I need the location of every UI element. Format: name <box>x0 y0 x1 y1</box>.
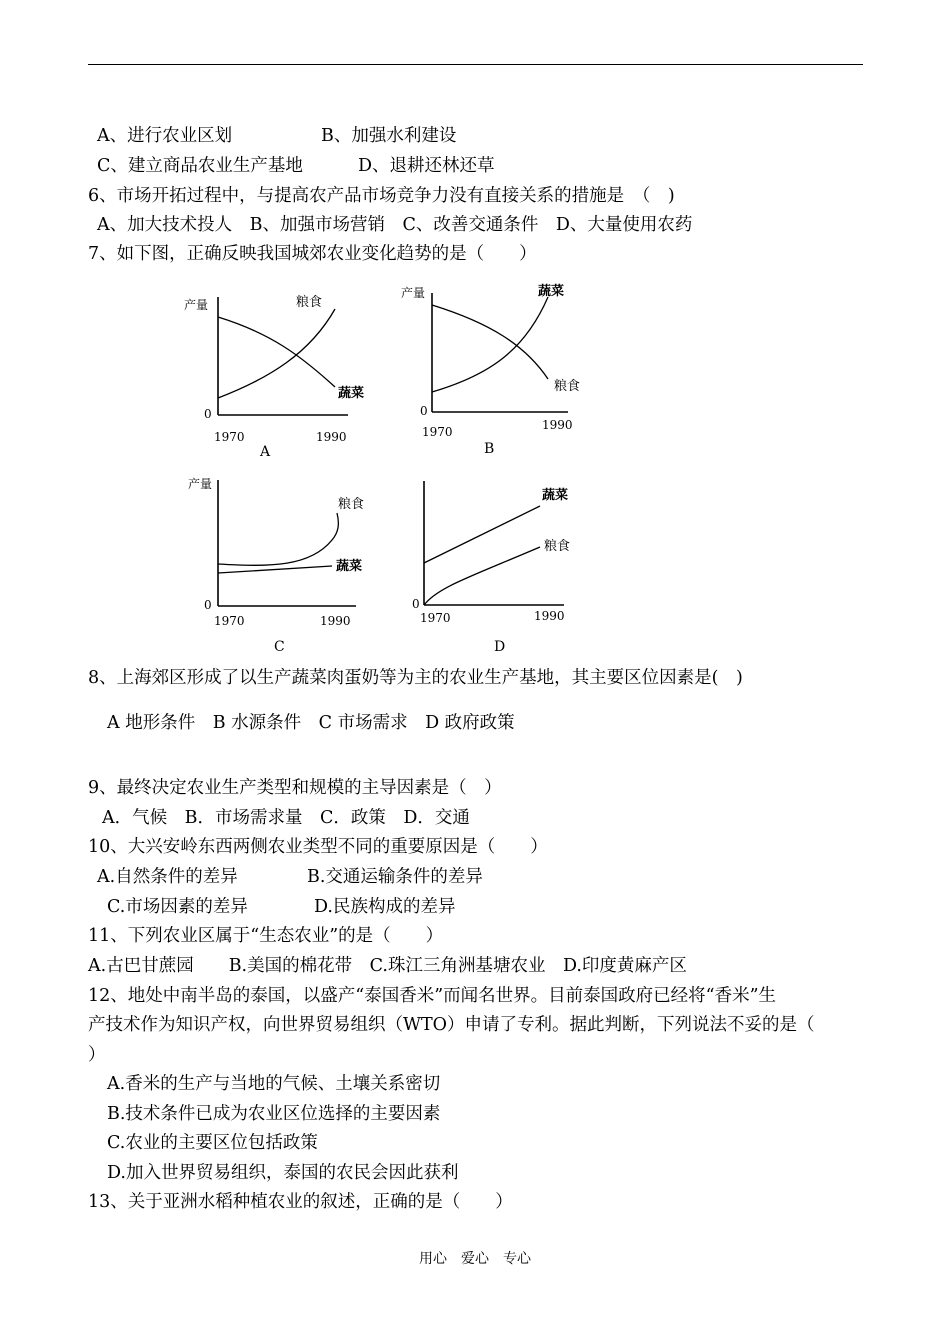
graph-a-vegetable-label: 蔬菜 <box>338 386 365 401</box>
q12-stem-line3: ） <box>88 1045 106 1065</box>
graph-b-label: B <box>484 441 495 457</box>
graph-d <box>412 481 570 655</box>
graph-c-grain-curve <box>218 513 338 565</box>
graph-a-label: A <box>260 444 271 460</box>
graph-c-vegetable-curve <box>218 566 332 573</box>
graph-a <box>184 294 364 460</box>
q12-option-c: C.农业的主要区位包括政策 <box>107 1133 318 1153</box>
graph-b <box>401 283 580 457</box>
q5-option-a: A、进行农业区划 <box>97 126 233 146</box>
q10-option-b: B.交通运输条件的差异 <box>307 867 483 887</box>
q7-graphs-figure <box>170 275 590 660</box>
graph-b-x-start: 1970 <box>422 425 453 439</box>
graph-a-grain-label: 粮食 <box>296 295 323 310</box>
graph-b-x-end: 1990 <box>542 418 573 432</box>
page-footer: 用心 爱心 专心 <box>419 1251 531 1267</box>
graph-a-x-end: 1990 <box>316 430 347 444</box>
q5-option-c: C、建立商品农业生产基地 <box>97 156 303 176</box>
graph-b-grain-label: 粮食 <box>554 379 581 394</box>
graph-d-x-start: 1970 <box>420 611 451 625</box>
q13-stem: 13、关于亚洲水稻种植农业的叙述，正确的是（ ） <box>88 1192 513 1212</box>
q10-option-c: C.市场因素的差异 <box>107 897 248 917</box>
graph-c-x-start: 1970 <box>214 614 245 628</box>
graph-c-x-end: 1990 <box>320 614 351 628</box>
q6-stem: 6、市场开拓过程中，与提高农产品市场竞争力没有直接关系的措施是 （ ) <box>88 186 675 206</box>
graph-c <box>188 476 364 655</box>
q12-option-d: D.加入世界贸易组织，泰国的农民会因此获利 <box>107 1163 459 1183</box>
graph-a-vegetable-curve <box>218 317 335 387</box>
q5-option-d: D、退耕还林还草 <box>358 156 495 176</box>
header-rule <box>88 64 863 65</box>
graph-c-y-label: 产量 <box>188 477 213 491</box>
q12-option-b: B.技术条件已成为农业区位选择的主要因素 <box>107 1104 441 1124</box>
graph-b-vegetable-label: 蔬菜 <box>538 284 565 299</box>
q12-stem-line2: 产技术作为知识产权，向世界贸易组织（WTO）申请了专利。据此判断，下列说法不妥的是（ <box>88 1015 815 1035</box>
q7-stem: 7、如下图，正确反映我国城郊农业变化趋势的是（ ） <box>88 244 537 264</box>
q12-option-a: A.香米的生产与当地的气候、土壤关系密切 <box>107 1074 441 1094</box>
graph-d-vegetable-label: 蔬菜 <box>542 488 569 503</box>
graph-a-origin: 0 <box>204 407 212 421</box>
q10-stem: 10、大兴安岭东西两侧农业类型不同的重要原因是（ ） <box>88 837 548 857</box>
graph-d-x-end: 1990 <box>534 609 565 623</box>
graph-c-label: C <box>274 639 285 655</box>
q12-stem-line1: 12、地处中南半岛的泰国，以盛产“泰国香米”而闻名世界。目前泰国政府已经将“香米”生 <box>88 986 777 1006</box>
q6-options: A、加大技术投人 B、加强市场营销 C、改善交通条件 D、大量使用农药 <box>97 215 693 235</box>
graph-c-origin: 0 <box>204 598 212 612</box>
graph-d-origin: 0 <box>412 597 420 611</box>
q10-option-d: D.民族构成的差异 <box>314 897 456 917</box>
q11-options: A.古巴甘蔗园 B.美国的棉花带 C.珠江三角洲基塘农业 D.印度黄麻产区 <box>88 956 687 976</box>
q8-options: A 地形条件 B 水源条件 C 市场需求 D 政府政策 <box>107 713 515 733</box>
graph-d-label: D <box>494 639 506 655</box>
graph-b-origin: 0 <box>420 404 428 418</box>
graph-d-grain-label: 粮食 <box>544 539 571 554</box>
q5-option-b: B、加强水利建设 <box>321 126 457 146</box>
graph-c-grain-label: 粮食 <box>338 497 365 512</box>
graph-b-y-label: 产量 <box>401 286 426 300</box>
q10-option-a: A.自然条件的差异 <box>97 867 238 887</box>
q8-stem: 8、上海郊区形成了以生产蔬菜肉蛋奶等为主的农业生产基地，其主要区位因素是( ) <box>88 668 743 688</box>
graph-c-vegetable-label: 蔬菜 <box>336 559 363 574</box>
graph-d-grain-curve <box>424 547 540 605</box>
q9-options: A．气候 B．市场需求量 C．政策 D．交通 <box>102 808 470 828</box>
q11-stem: 11、下列农业区属于“生态农业”的是（ ） <box>88 926 444 946</box>
graph-a-x-start: 1970 <box>214 430 245 444</box>
graph-a-y-label: 产量 <box>184 298 209 312</box>
q9-stem: 9、最终决定农业生产类型和规模的主导因素是（ ） <box>88 778 502 798</box>
